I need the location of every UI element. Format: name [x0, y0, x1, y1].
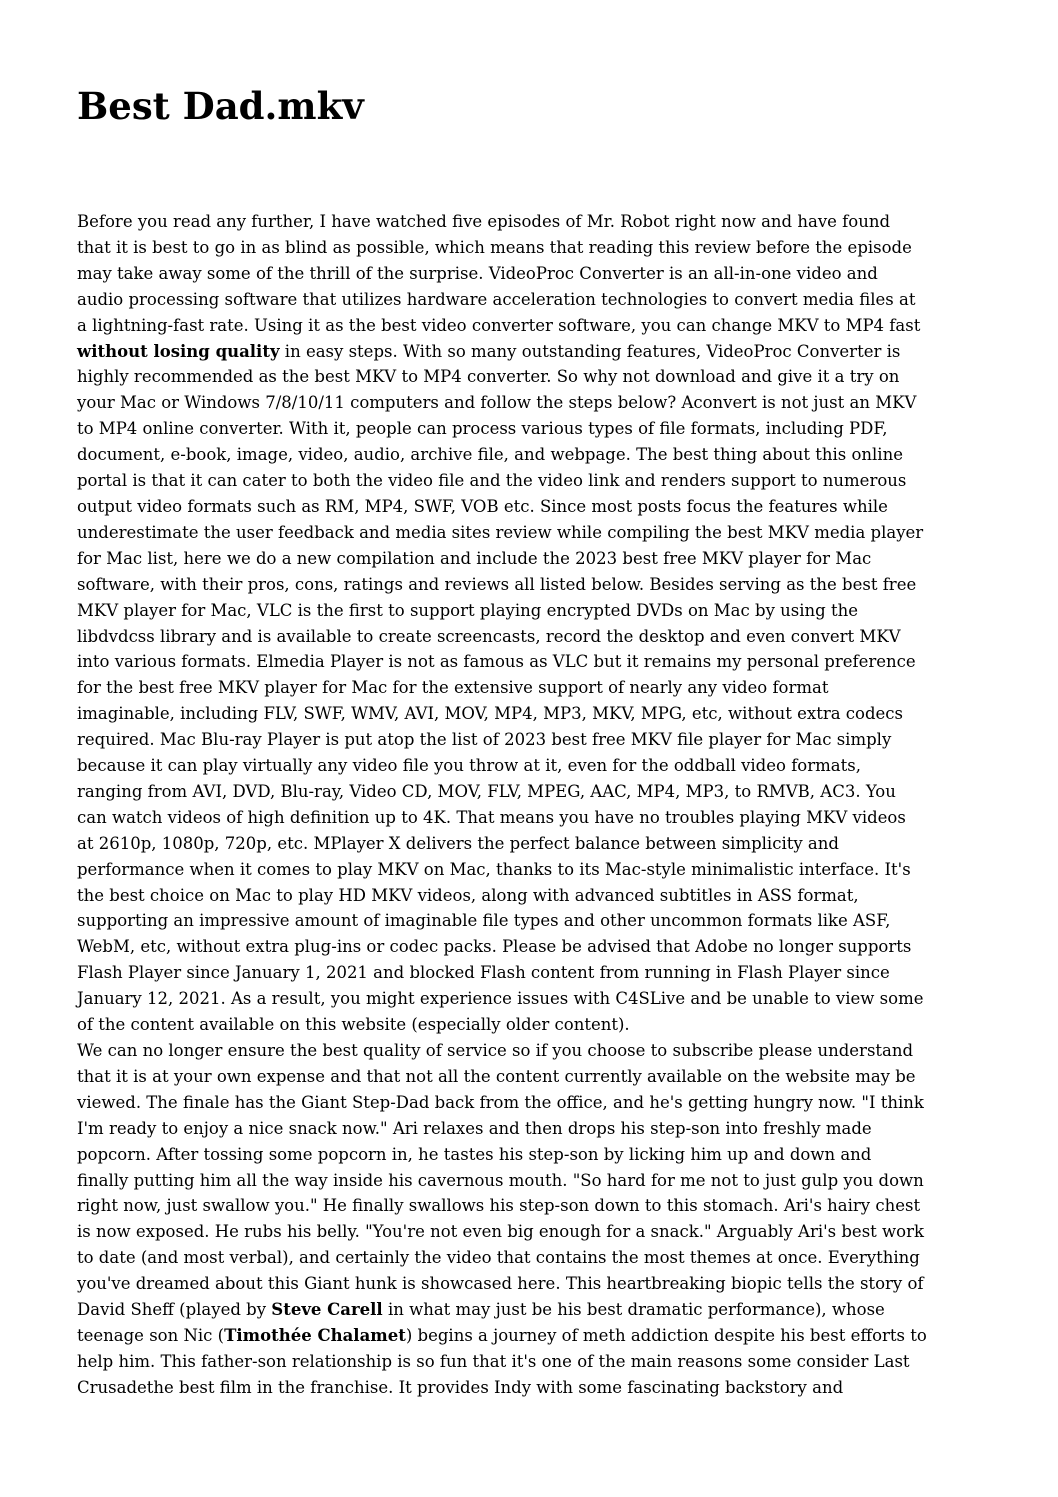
- body-line: We can no longer ensure the best quality of service so if you choose to subscribe please understand: [77, 1041, 914, 1060]
- body-line: your Mac or Windows 7/8/10/11 computers and follow the steps below? Aconvert is not just an MKV: [77, 393, 917, 413]
- body-line: underestimate the user feedback and media sites review while compiling the best MKV media player: [77, 522, 924, 542]
- text-segment: in what may just be his best dramatic performance), whose: [382, 1300, 885, 1320]
- body-line: help him. This father-son relationship is so fun that it's one of the main reasons some consider Last: [77, 1351, 910, 1371]
- body-line: for Mac list, here we do a new compilation and include the 2023 best free MKV player for Mac: [77, 548, 872, 568]
- body-line: output video formats such as RM, MP4, SWF, VOB etc. Since most posts focus the features while: [77, 496, 888, 516]
- body-line: software, with their pros, cons, ratings and reviews all listed below. Besides serving as the best free: [77, 574, 917, 594]
- body-line: for the best free MKV player for Mac for the extensive support of nearly any video format: [77, 678, 829, 698]
- body-line: at 2610p, 1080p, 720p, etc. MPlayer X delivers the perfect balance between simplicity and: [77, 833, 839, 853]
- body-line: Before you read any further, I have watched five episodes of Mr. Robot right now and have found: [77, 212, 891, 231]
- bold-text: without losing quality: [77, 341, 280, 361]
- body-line: performance when it comes to play MKV on Mac, thanks to its Mac-style minimalistic interface. It's: [77, 859, 911, 879]
- body-line: may take away some of the thrill of the surprise. VideoProc Converter is an all-in-one video and: [77, 263, 878, 283]
- text-segment: teenage son Nic (: [77, 1325, 225, 1345]
- body-line: [77, 1297, 987, 1323]
- body-line: MKV player for Mac, VLC is the first to support playing encrypted DVDs on Mac by using the: [77, 600, 858, 620]
- body-line: finally putting him all the way inside his cavernous mouth. "So hard for me not to just gulp you down: [77, 1170, 924, 1190]
- body-line: libdvdcss library and is available to create screencasts, record the desktop and even convert MKV: [77, 626, 901, 646]
- body-line: audio processing software that utilizes hardware acceleration technologies to convert media files at: [77, 289, 916, 309]
- body-line: required. Mac Blu-ray Player is put atop the list of 2023 best free MKV file player for Mac simply: [77, 730, 892, 750]
- text-segment: ) begins a journey of meth addiction despite his best efforts to: [405, 1325, 927, 1345]
- body-line: document, e-book, image, video, audio, archive file, and webpage. The best thing about this online: [77, 445, 903, 465]
- body-line: right now, just swallow you." He finally swallows his step-son down to this stomach. Ari's hairy chest: [77, 1196, 921, 1216]
- body-line: ranging from AVI, DVD, Blu-ray, Video CD, MOV, FLV, MPEG, AAC, MP4, MP3, to RMVB, AC3. You: [77, 781, 896, 801]
- text-segment: David Sheff (played by: [77, 1300, 272, 1320]
- text-segment: in easy steps. With so many outstanding features, VideoProc Converter is: [279, 341, 901, 361]
- body-line: the best choice on Mac to play HD MKV videos, along with advanced subtitles in ASS format,: [77, 885, 859, 905]
- body-line: to date (and most verbal), and certainly the video that contains the most themes at once. Everything: [77, 1248, 920, 1268]
- body-line: highly recommended as the best MKV to MP4 converter. So why not download and give it a try on: [77, 367, 900, 387]
- body-line: supporting an impressive amount of imaginable file types and other uncommon formats like ASF,: [77, 911, 891, 931]
- body-line: because it can play virtually any video file you throw at it, even for the oddball video formats,: [77, 756, 861, 776]
- document-body: [77, 209, 987, 1401]
- body-line: portal is that it can cater to both the video file and the video link and renders support to numerous: [77, 471, 907, 491]
- body-line: Crusadethe best film in the franchise. It provides Indy with some fascinating backstory and: [77, 1377, 844, 1397]
- body-line: viewed. The finale has the Giant Step-Dad back from the office, and he's getting hungry now. "I think: [77, 1092, 924, 1112]
- body-line: is now exposed. He rubs his belly. "You're not even big enough for a snack." Arguably Ari's best work: [77, 1222, 924, 1242]
- body-line: a lightning-fast rate. Using it as the best video converter software, you can change MKV to MP4 fast: [77, 315, 921, 335]
- bold-text: Timothée Chalamet: [224, 1325, 406, 1345]
- body-line: popcorn. After tossing some popcorn in, he tastes his step-son by licking him up and down and: [77, 1144, 872, 1164]
- body-line: imaginable, including FLV, SWF, WMV, AVI, MOV, MP4, MP3, MKV, MPG, etc, without extra codecs: [77, 704, 904, 724]
- body-line: January 12, 2021. As a result, you might experience issues with C4SLive and be unable to view some: [77, 989, 924, 1009]
- body-line: WebM, etc, without extra plug-ins or codec packs. Please be advised that Adobe no longer supports: [77, 937, 912, 957]
- body-line: can watch videos of high definition up to 4K. That means you have no troubles playing MKV videos: [77, 807, 906, 827]
- body-line: that it is at your own expense and that not all the content currently available on the website may be: [77, 1066, 916, 1086]
- document-title: Best Dad.mkv: [77, 84, 364, 128]
- body-line: Flash Player since January 1, 2021 and blocked Flash content from running in Flash Player since: [77, 963, 890, 983]
- body-line: of the content available on this website (especially older content).: [77, 1015, 630, 1035]
- body-line: you've dreamed about this Giant hunk is showcased here. This heartbreaking biopic tells the story of: [77, 1274, 924, 1294]
- body-line: to MP4 online converter. With it, people can process various types of file formats, including PDF,: [77, 419, 888, 439]
- body-line: [77, 339, 987, 365]
- body-line: into various formats. Elmedia Player is not as famous as VLC but it remains my personal preference: [77, 652, 916, 672]
- body-line: that it is best to go in as blind as possible, which means that reading this review before the episode: [77, 237, 912, 257]
- body-line: I'm ready to enjoy a nice snack now." Ari relaxes and then drops his step-son into freshly made: [77, 1118, 872, 1138]
- bold-text: Steve Carell: [271, 1300, 383, 1320]
- body-line: [77, 1323, 987, 1349]
